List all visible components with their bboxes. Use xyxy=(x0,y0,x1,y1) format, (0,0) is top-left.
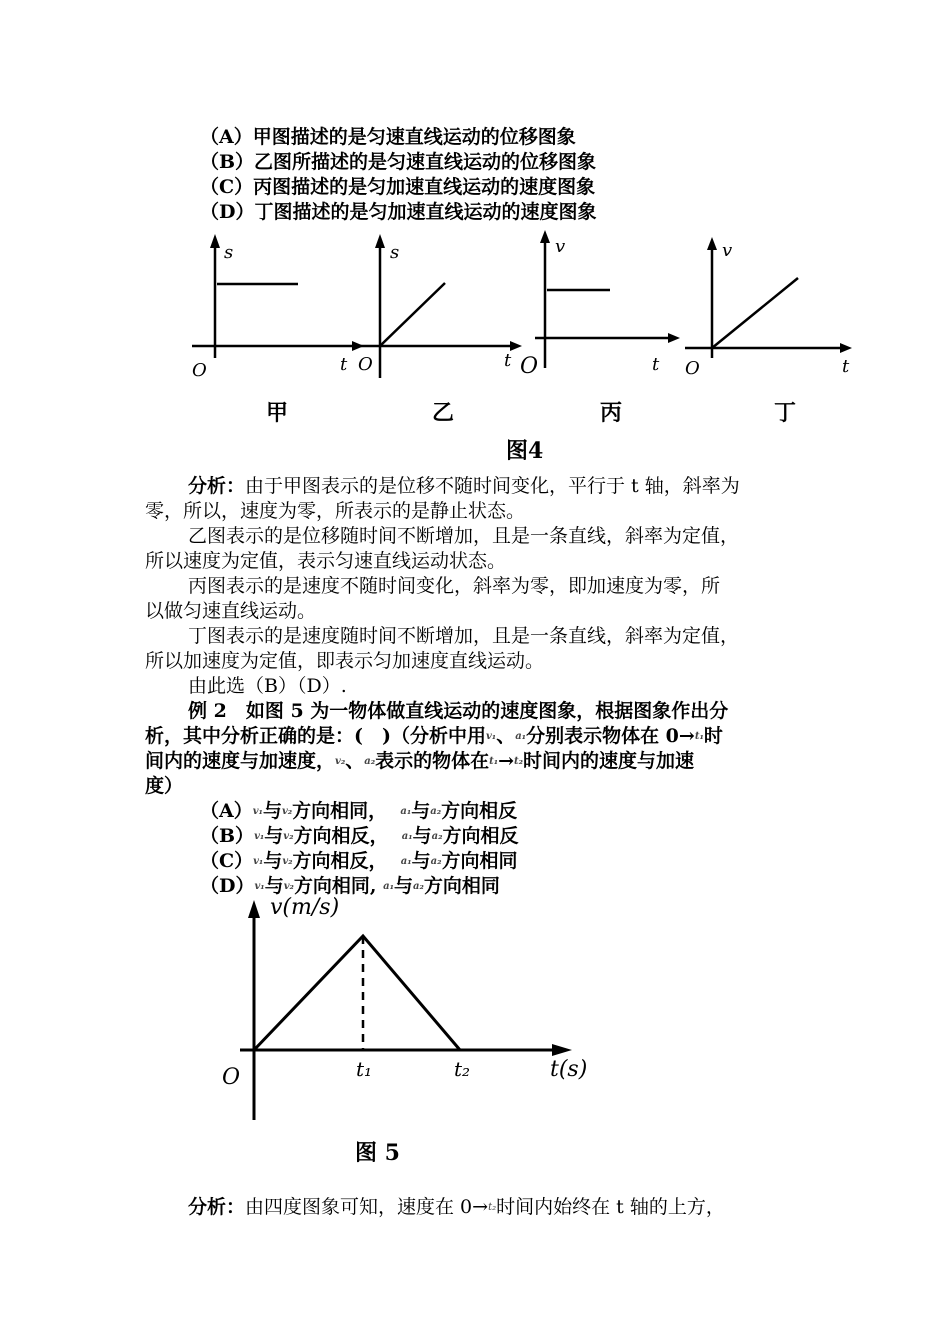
symbol-a1: a₁ xyxy=(515,731,527,742)
figure-4 xyxy=(180,228,860,468)
graph-yi-xlabel: t xyxy=(504,350,512,371)
option-a-fig5 xyxy=(200,799,517,824)
graph-yi-name: 乙 xyxy=(432,400,455,426)
symbol-t1: t₁ xyxy=(489,756,499,767)
fig5-xlabel: t(s) xyxy=(550,1057,588,1082)
graph-bing-origin: O xyxy=(520,354,539,379)
analysis1-p4b: 所以加速度为定值，即表示匀加速度直线运动。 xyxy=(145,650,545,672)
symbol-v1: v₁ xyxy=(252,806,263,817)
symbol-t2: t₂ xyxy=(514,756,524,767)
option-label: （C） xyxy=(200,850,254,872)
graph-ding-origin: O xyxy=(685,358,700,379)
symbol-a2: a₂ xyxy=(431,831,443,842)
symbol-a2: a₂ xyxy=(364,756,376,767)
option-c-fig4: （C）丙图描述的是匀加速直线运动的速度图象 xyxy=(200,176,596,198)
option-mid1: 与 xyxy=(262,800,282,822)
example2-l2c: 分别表示物体在 0→ xyxy=(526,725,695,747)
example2-l2d: 时 xyxy=(703,725,723,747)
example2-l2a: 析，其中分析正确的是：( )（分析中用 xyxy=(145,725,486,747)
analysis1-p1a-text: 由于甲图表示的是位移不随时间变化，平行于 t 轴，斜率为 xyxy=(245,475,740,497)
example2-l2b: 、 xyxy=(496,725,516,747)
option-p2: 方向相反 xyxy=(442,825,519,847)
graph-ding-line xyxy=(712,278,798,348)
figure-5 xyxy=(210,892,610,1177)
analysis1-p2a: 乙图表示的是位移随时间不断增加，且是一条直线，斜率为定值， xyxy=(188,525,740,547)
option-b-fig4: （B）乙图所描述的是匀速直线运动的位移图象 xyxy=(200,151,597,173)
analysis1-p3a: 丙图表示的是速度不随时间变化，斜率为零，即加速度为零，所 xyxy=(188,575,721,597)
analysis2-label: 分析： xyxy=(188,1196,246,1218)
symbol-t2: t₂ xyxy=(488,1202,497,1213)
graph-ding-ylabel: v xyxy=(722,240,733,261)
symbol-v2: v₂ xyxy=(283,831,294,842)
symbol-a1: a₁ xyxy=(401,831,413,842)
option-p2: 方向相同 xyxy=(441,850,518,872)
option-label: （D） xyxy=(200,875,255,897)
figure-4-caption: 图4 xyxy=(506,438,544,464)
symbol-a1: a₁ xyxy=(400,806,412,817)
graph-ding-name: 丁 xyxy=(774,400,797,426)
fig5-ylabel: v(m/s) xyxy=(270,895,340,920)
analysis1-p4a: 丁图表示的是速度随时间不断增加，且是一条直线，斜率为定值， xyxy=(188,625,740,647)
example2-l3c: 表示的物体在 xyxy=(375,750,490,772)
example2-l3d: → xyxy=(498,750,515,772)
symbol-a1: a₁ xyxy=(383,881,395,892)
option-c-fig5 xyxy=(200,849,518,874)
symbol-a2: a₂ xyxy=(430,856,442,867)
symbol-v1: v₁ xyxy=(485,731,497,742)
graph-jia-xlabel: t xyxy=(340,354,348,375)
example2-l3a: 间内的速度与加速度， xyxy=(145,750,336,772)
option-mid1: 与 xyxy=(264,825,284,847)
option-b-fig5 xyxy=(200,824,518,849)
option-d-fig4: （D）丁图描述的是匀加速直线运动的速度图象 xyxy=(200,201,597,223)
option-p2: 方向相同 xyxy=(423,875,500,897)
symbol-v1: v₁ xyxy=(253,856,264,867)
example2-line2 xyxy=(145,724,723,749)
symbol-v2: v₂ xyxy=(282,856,293,867)
analysis1-p1a xyxy=(188,474,740,498)
analysis1-p5: 由此选（B）（D）. xyxy=(188,675,347,697)
analysis2-line xyxy=(188,1195,725,1220)
symbol-v2: v₂ xyxy=(335,756,346,767)
option-mid1: 与 xyxy=(263,850,283,872)
graph-jia-origin: O xyxy=(192,360,207,381)
option-label: （A） xyxy=(200,800,253,822)
symbol-a1: a₁ xyxy=(400,856,412,867)
analysis1-p2b: 所以速度为定值，表示匀速直线运动状态。 xyxy=(145,550,507,572)
example2-line4: 度） xyxy=(145,775,184,797)
graph-yi-ylabel: s xyxy=(390,242,400,263)
symbol-v2: v₂ xyxy=(283,881,294,892)
option-p1: 方向相同, xyxy=(293,875,377,897)
analysis1-label: 分析： xyxy=(188,475,246,497)
symbol-a2: a₂ xyxy=(413,881,424,892)
figure-5-caption: 图 5 xyxy=(355,1140,400,1166)
analysis1-p3b: 以做匀速直线运动。 xyxy=(145,600,317,622)
example2-l3b: 、 xyxy=(345,750,365,772)
option-mid2: 与 xyxy=(411,800,431,822)
option-a-fig4: （A）甲图描述的是匀速直线运动的位移图象 xyxy=(200,126,576,148)
fig5-t2-label: t₂ xyxy=(454,1057,471,1081)
fig5-origin: O xyxy=(222,1065,241,1090)
analysis2-text: 由四度图象可知，速度在 0→ xyxy=(245,1196,489,1218)
example2-line3 xyxy=(145,749,694,774)
graph-bing-name: 丙 xyxy=(600,400,623,426)
option-label: （B） xyxy=(200,825,255,847)
graph-ding-xlabel: t xyxy=(842,356,850,377)
graph-bing-xlabel: t xyxy=(652,354,660,375)
option-p1: 方向相反， xyxy=(292,850,388,872)
graph-yi-line xyxy=(380,283,445,346)
symbol-a2: a₂ xyxy=(430,806,442,817)
option-mid1: 与 xyxy=(264,875,284,897)
symbol-v2: v₂ xyxy=(281,806,293,817)
graph-jia-ylabel: s xyxy=(224,242,234,263)
option-p1: 方向相反， xyxy=(293,825,389,847)
option-p1: 方向相同， xyxy=(292,800,388,822)
analysis1-p1b: 零，所以，速度为零，所表示的是静止状态。 xyxy=(145,500,526,522)
example2-l3e: 时间内的速度与加速 xyxy=(523,750,695,772)
analysis2-text2: 时间内始终在 t 轴的上方， xyxy=(496,1196,725,1218)
symbol-v1: v₁ xyxy=(254,831,265,842)
option-p2: 方向相反 xyxy=(441,800,518,822)
fig5-velocity-line xyxy=(254,936,460,1050)
option-mid2: 与 xyxy=(394,875,414,897)
graph-jia-name: 甲 xyxy=(266,400,289,426)
symbol-t1: t₁ xyxy=(694,731,704,742)
option-mid2: 与 xyxy=(412,825,432,847)
fig5-t1-label: t₁ xyxy=(356,1057,373,1081)
graph-yi-origin: O xyxy=(358,354,373,375)
option-mid2: 与 xyxy=(411,850,431,872)
graph-bing-ylabel: v xyxy=(555,236,566,257)
example2-line1: 例 2 如图 5 为一物体做直线运动的速度图象，根据图象作出分 xyxy=(188,700,729,722)
symbol-v1: v₁ xyxy=(254,881,265,892)
